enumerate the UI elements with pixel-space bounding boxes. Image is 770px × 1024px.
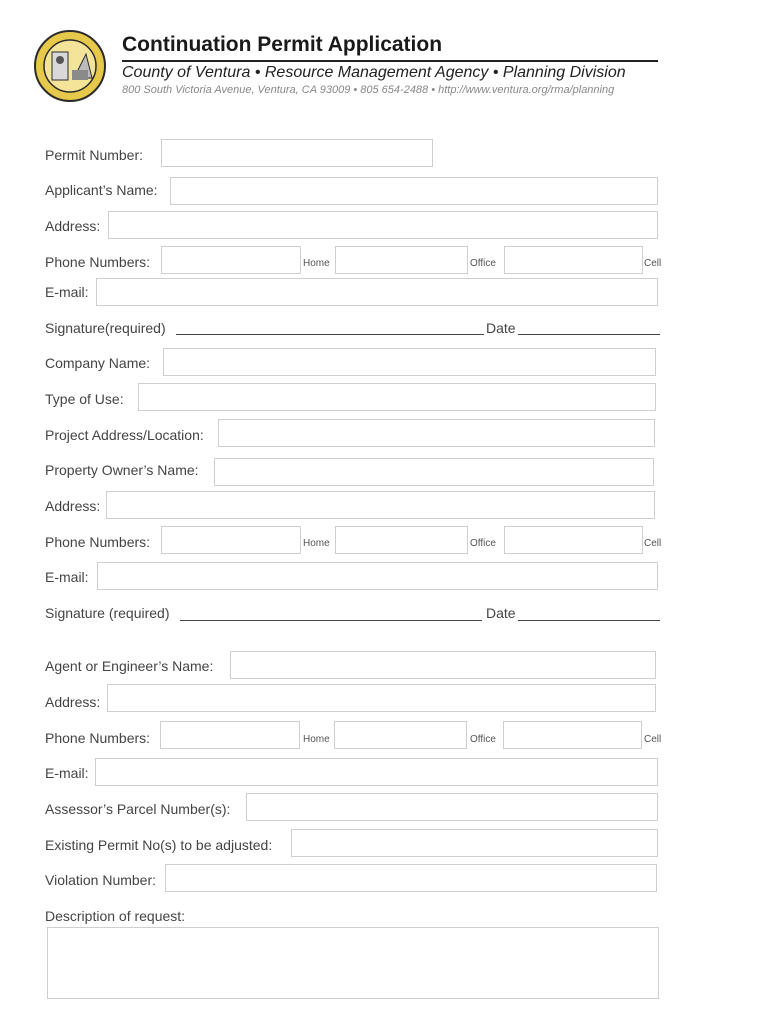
permit-number-field[interactable] [161,139,433,167]
description-label: Description of request: [45,908,186,924]
assessor-parcel-field[interactable] [246,793,658,821]
description-textarea[interactable] [47,927,659,999]
agent-home-phone-field[interactable] [160,721,300,749]
applicant-office-label: Office [470,258,496,269]
county-seal-icon [34,30,106,102]
applicant-email-field[interactable] [96,278,658,306]
owner-cell-phone-field[interactable] [504,526,643,554]
agent-office-phone-field[interactable] [334,721,467,749]
type-of-use-label: Type of Use: [45,391,124,407]
owner-home-phone-field[interactable] [161,526,301,554]
applicant-name-field[interactable] [170,177,658,205]
property-owner-name-field[interactable] [214,458,654,486]
agent-address-label: Address: [45,694,101,710]
existing-permit-label: Existing Permit No(s) to be adjusted: [45,837,273,853]
assessor-parcel-label: Assessor’s Parcel Number(s): [45,801,231,817]
agency-subtitle: County of Ventura • Resource Management Agency • Planning Division [122,64,626,81]
agent-cell-phone-field[interactable] [503,721,642,749]
owner-date-label: Date [486,605,516,621]
agent-email-label: E-mail: [45,765,89,781]
agent-office-label: Office [470,734,496,745]
owner-home-label: Home [303,538,330,549]
owner-office-phone-field[interactable] [335,526,468,554]
agency-contact-line: 800 South Victoria Avenue, Ventura, CA 93009 • 805 654-2488 • http://www.ventura.org/rma/planning [122,84,615,96]
agent-name-field[interactable] [230,651,656,679]
form-header [0,0,770,110]
violation-number-field[interactable] [165,864,657,892]
agent-email-field[interactable] [95,758,658,786]
applicant-home-phone-field[interactable] [161,246,301,274]
applicant-signature-line[interactable] [176,334,484,335]
applicant-signature-label: Signature(required) [45,320,166,336]
agent-address-field[interactable] [107,684,656,712]
owner-email-label: E-mail: [45,569,89,585]
owner-address-label: Address: [45,498,101,514]
agent-name-label: Agent or Engineer’s Name: [45,658,214,674]
applicant-home-label: Home [303,258,330,269]
applicant-cell-phone-field[interactable] [504,246,643,274]
applicant-cell-label: Cell [644,258,662,269]
project-address-label: Project Address/Location: [45,427,204,443]
applicant-office-phone-field[interactable] [335,246,468,274]
type-of-use-field[interactable] [138,383,656,411]
project-address-field[interactable] [218,419,655,447]
applicant-date-line[interactable] [518,334,660,335]
company-name-label: Company Name: [45,355,151,371]
violation-number-label: Violation Number: [45,872,157,888]
owner-address-field[interactable] [106,491,655,519]
owner-phone-label: Phone Numbers: [45,534,151,550]
applicant-address-field[interactable] [108,211,658,239]
owner-signature-line[interactable] [180,620,482,621]
owner-cell-label: Cell [644,538,662,549]
company-name-field[interactable] [163,348,656,376]
applicant-phone-label: Phone Numbers: [45,254,151,270]
agent-home-label: Home [303,734,330,745]
owner-date-line[interactable] [518,620,660,621]
property-owner-name-label: Property Owner’s Name: [45,462,199,478]
agent-cell-label: Cell [644,734,662,745]
applicant-name-label: Applicant’s Name: [45,182,158,198]
agent-phone-label: Phone Numbers: [45,730,151,746]
owner-office-label: Office [470,538,496,549]
page-title: Continuation Permit Application [122,32,658,62]
owner-email-field[interactable] [97,562,658,590]
permit-number-label: Permit Number: [45,147,144,163]
applicant-date-label: Date [486,320,516,336]
applicant-address-label: Address: [45,218,101,234]
owner-signature-label: Signature (required) [45,605,170,621]
applicant-email-label: E-mail: [45,284,89,300]
existing-permit-field[interactable] [291,829,658,857]
